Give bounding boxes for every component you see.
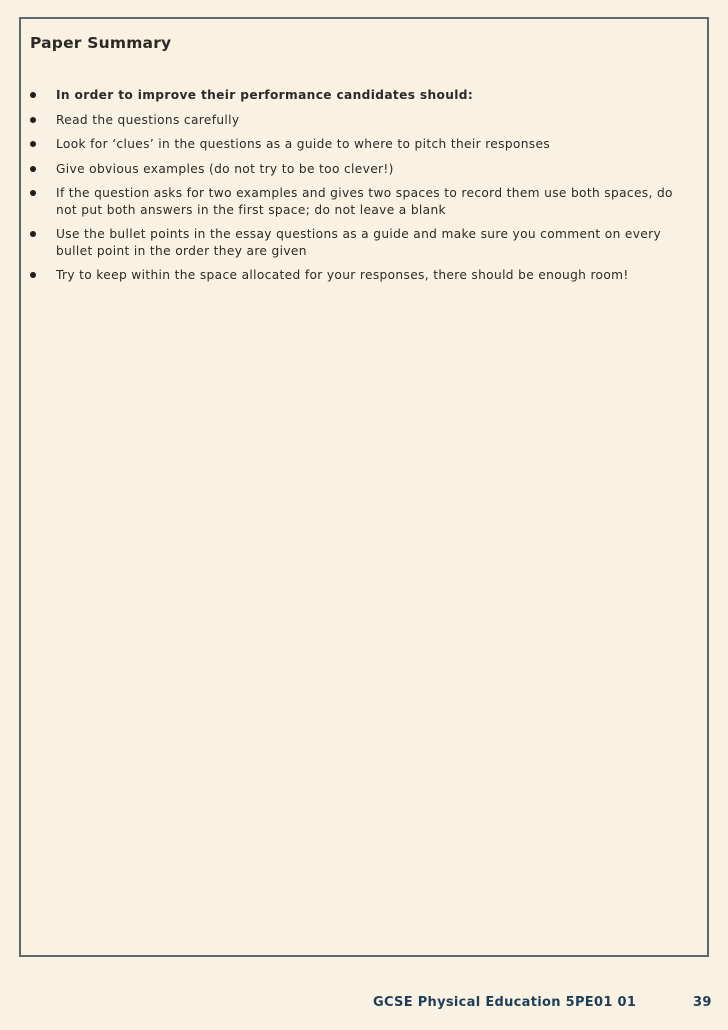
- bullet-item: [28, 87, 678, 104]
- bullet-icon: [30, 231, 36, 237]
- bullet-text: Use the bullet points in the essay questions as a guide and make sure you comment on every bullet point in the order they are given: [56, 227, 662, 258]
- page-number: 39: [693, 995, 712, 1010]
- bullet-text: If the question asks for two examples and gives two spaces to record them use both spaces, do not put both answers in the first space; do not leave a blank: [56, 186, 673, 217]
- bullet-text: Look for ‘clues’ in the questions as a guide to where to pitch their responses: [56, 137, 551, 151]
- bullet-item: [28, 267, 678, 284]
- bullet-text: Give obvious examples (do not try to be too clever!): [56, 161, 394, 176]
- page-heading: Paper Summary: [30, 34, 172, 52]
- bullet-item: [28, 161, 678, 178]
- bullet-icon: [30, 92, 36, 98]
- bullet-icon: [30, 117, 36, 123]
- bullet-icon: [30, 141, 36, 147]
- footer-document-title: GCSE Physical Education 5PE01 01: [373, 995, 637, 1010]
- bullet-text: In order to improve their performance candidates should:: [56, 88, 474, 102]
- bullet-icon: [30, 166, 36, 172]
- bullet-text: Read the questions carefully: [56, 112, 240, 127]
- bullet-item: [28, 226, 678, 259]
- bullet-text: Try to keep within the space allocated for your responses, there should be enough room!: [56, 268, 629, 282]
- bullet-icon: [30, 272, 36, 278]
- bullet-item: [28, 136, 678, 153]
- bullet-item: [28, 112, 678, 129]
- summary-bullet-list: [28, 87, 678, 292]
- bullet-item: [28, 185, 678, 218]
- bullet-icon: [30, 190, 36, 196]
